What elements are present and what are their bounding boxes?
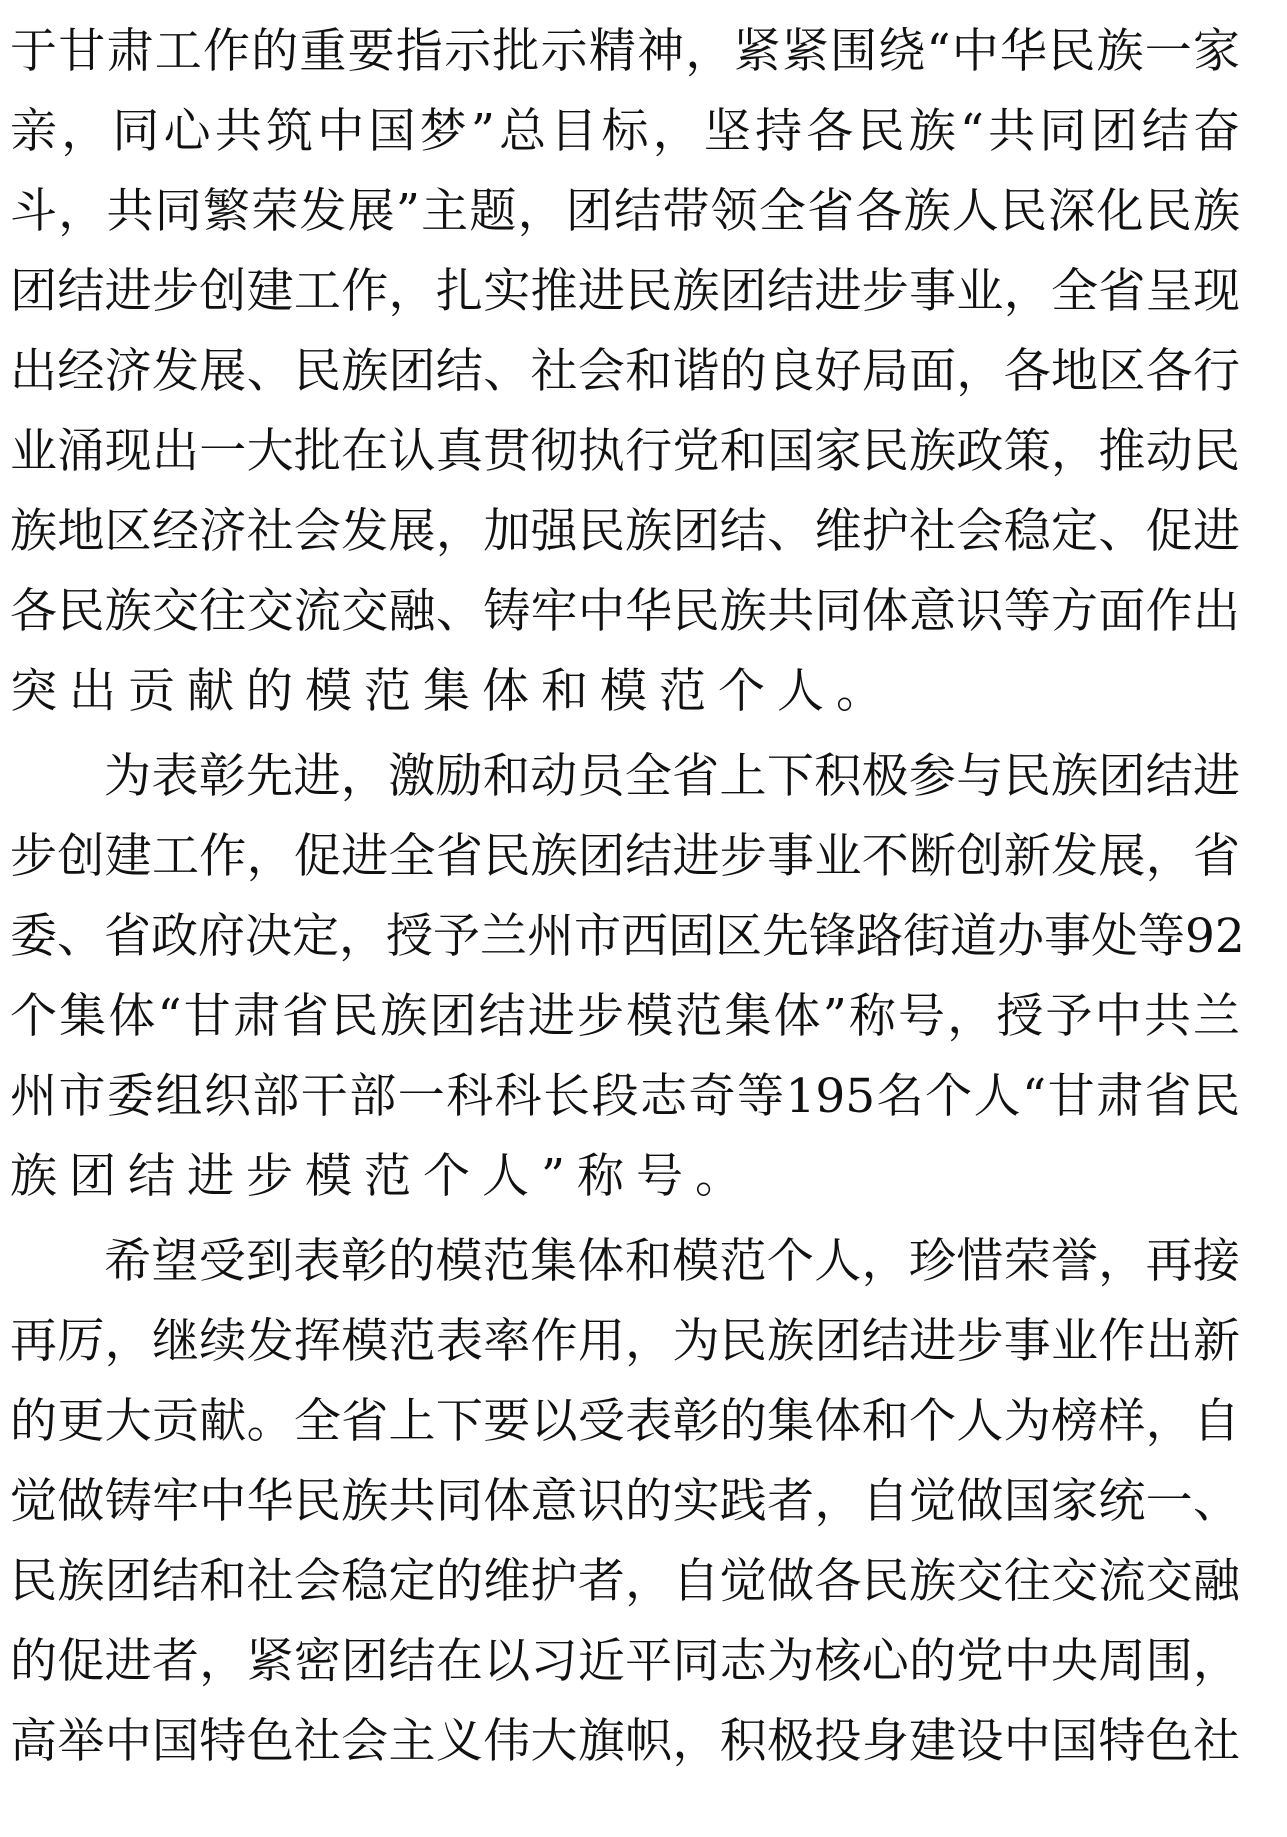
text-line: 出经济发展、民族团结、社会和谐的良好局面，各地区各行 xyxy=(10,344,1240,399)
text-line: 委、省政府决定，授予兰州市西固区先锋路街道办事处等92 xyxy=(10,909,1245,964)
text-line: 亲，同心共筑中国梦”总目标，坚持各民族“共同团结奋 xyxy=(10,104,1240,159)
text-line: 于甘肃工作的重要指示批示精神，紧紧围绕“中华民族一家 xyxy=(10,24,1240,79)
text-line: 步创建工作，促进全省民族团结进步事业不断创新发展，省 xyxy=(10,829,1240,884)
text-line: 的更大贡献。全省上下要以受表彰的集体和个人为榜样，自 xyxy=(10,1394,1240,1449)
paragraph-end-line: 突出贡献的模范集体和模范个人。 xyxy=(10,664,895,719)
text-line: 再厉，继续发挥模范表率作用，为民族团结进步事业作出新 xyxy=(10,1314,1240,1369)
paragraph-start-line: 为表彰先进，激励和动员全省上下积极参与民族团结进 xyxy=(104,749,1240,804)
text-line: 个集体“甘肃省民族团结进步模范集体”称号，授予中共兰 xyxy=(10,989,1240,1044)
paragraph-start-line: 希望受到表彰的模范集体和模范个人，珍惜荣誉，再接 xyxy=(104,1234,1240,1289)
paragraph-end-line: 族团结进步模范个人”称号。 xyxy=(10,1149,755,1204)
text-line: 州市委组织部干部一科科长段志奇等195名个人“甘肃省民 xyxy=(10,1069,1240,1124)
text-line: 团结进步创建工作，扎实推进民族团结进步事业，全省呈现 xyxy=(10,264,1240,319)
text-line: 各民族交往交流交融、铸牢中华民族共同体意识等方面作出 xyxy=(10,584,1240,639)
text-line: 族地区经济社会发展，加强民族团结、维护社会稳定、促进 xyxy=(10,504,1240,559)
text-line: 业涌现出一大批在认真贯彻执行党和国家民族政策，推动民 xyxy=(10,424,1240,479)
text-line: 民族团结和社会稳定的维护者，自觉做各民族交往交流交融 xyxy=(10,1554,1240,1609)
text-line: 觉做铸牢中华民族共同体意识的实践者，自觉做国家统一、 xyxy=(10,1474,1240,1529)
text-line: 斗，共同繁荣发展”主题，团结带领全省各族人民深化民族 xyxy=(10,184,1240,239)
text-line: 高举中国特色社会主义伟大旗帜，积极投身建设中国特色社 xyxy=(10,1714,1240,1769)
text-line: 的促进者，紧密团结在以习近平同志为核心的党中央周围， xyxy=(10,1634,1240,1689)
